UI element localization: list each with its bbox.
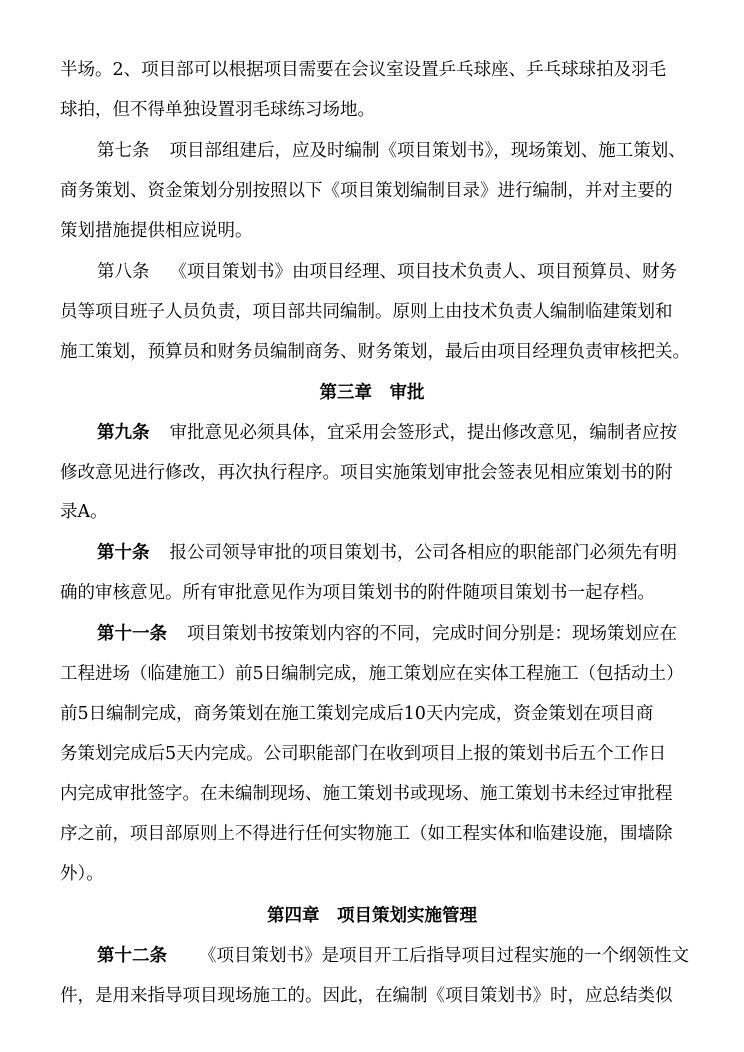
article-12-label: 第十二条 [97, 946, 167, 966]
article-7-line-1 [97, 139, 697, 165]
chapter-4-heading: 第四章 项目策划实施管理 [267, 906, 477, 926]
article-11-line-6 [60, 822, 700, 848]
article-8-line-3 [60, 340, 700, 366]
article-12-line-1 [97, 944, 697, 970]
article-9-line-2 [60, 461, 700, 487]
article-11-label: 第十一条 [97, 624, 167, 644]
text: 外）。 [60, 864, 104, 884]
paragraph-line [60, 98, 375, 124]
article-7-line-3 [60, 219, 253, 245]
article-8-line-2 [60, 300, 700, 326]
text: 修改意见进行修改，再次执行程序。项目实施策划审批会签表见相应策划书的附 [60, 463, 673, 483]
paragraph-line [60, 58, 688, 84]
article-10-line-1 [97, 541, 697, 567]
article-8-line-1 [97, 260, 697, 286]
article-11-line-1 [97, 622, 697, 648]
text: 商务策划、资金策划分别按照以下《项目策划编制目录》进行编制，并对主要的 [60, 181, 673, 201]
article-9-line-3 [60, 500, 108, 526]
article-12-text: 《项目策划书》是项目开工后指导项目过程实施的一个纲领性文 [199, 946, 689, 966]
text: 员等项目班子人员负责，项目部共同编制。原则上由技术负责人编制临建策划和 [60, 302, 673, 322]
article-9-text: 审批意见必须具体，宜采用会签形式，提出修改意见，编制者应按 [169, 423, 677, 443]
article-8-text: 《项目策划书》由项目经理、项目技术负责人、项目预算员、财务 [169, 262, 677, 282]
article-10-line-2 [60, 581, 700, 607]
text: 策划措施提供相应说明。 [60, 221, 253, 241]
article-7-label: 第七条 [97, 141, 150, 161]
article-11-line-3 [60, 702, 700, 728]
article-11-line-4 [60, 742, 700, 768]
text: 件，是用来指导项目现场施工的。因此，在编制《项目策划书》时，应总结类似 [60, 986, 673, 1006]
text: 序之前，项目部原则上不得进行任何实物施工（如工程实体和临建设施，围墙除 [60, 824, 673, 844]
article-9-line-1 [97, 421, 697, 447]
text: 球拍，但不得单独设置羽毛球练习场地。 [60, 100, 375, 120]
article-10-text: 报公司领导审批的项目策划书，公司各相应的职能部门必须先有明 [169, 543, 677, 563]
text: 内完成审批签字。在未编制现场、施工策划书或现场、施工策划书未经过审批程 [60, 784, 673, 804]
text: 确的审核意见。所有审批意见作为项目策划书的附件随项目策划书一起存档。 [60, 583, 655, 603]
text: 工程进场（临建施工）前5日编制完成，施工策划应在实体工程施工（包括动土） [60, 664, 684, 684]
text: 录A。 [60, 502, 108, 522]
article-11-line-2 [60, 662, 700, 688]
article-11-line-7 [60, 862, 104, 888]
article-7-line-2 [60, 179, 700, 205]
text: 务策划完成后5天内完成。公司职能部门在收到项目上报的策划书后五个工作日 [60, 744, 667, 764]
article-9-label: 第九条 [97, 423, 150, 443]
text: 半场。2、项目部可以根据项目需要在会议室设置乒乓球座、乒乓球球拍及羽毛 [60, 60, 667, 80]
chapter-3-heading: 第三章 审批 [319, 383, 425, 403]
article-7-text: 项目部组建后，应及时编制《项目策划书》，现场策划、施工策划、 [169, 141, 686, 161]
article-8-label: 第八条 [97, 262, 150, 282]
article-11-text: 项目策划书按策划内容的不同，完成时间分别是：现场策划应在 [187, 624, 677, 644]
article-11-line-5 [60, 782, 700, 808]
text: 前5日编制完成，商务策划在施工策划完成后10天内完成，资金策划在项目商 [60, 704, 654, 724]
article-12-line-2 [60, 984, 700, 1010]
text: 施工策划，预算员和财务员编制商务、财务策划，最后由项目经理负责审核把关。 [60, 342, 690, 362]
article-10-label: 第十条 [97, 543, 150, 563]
